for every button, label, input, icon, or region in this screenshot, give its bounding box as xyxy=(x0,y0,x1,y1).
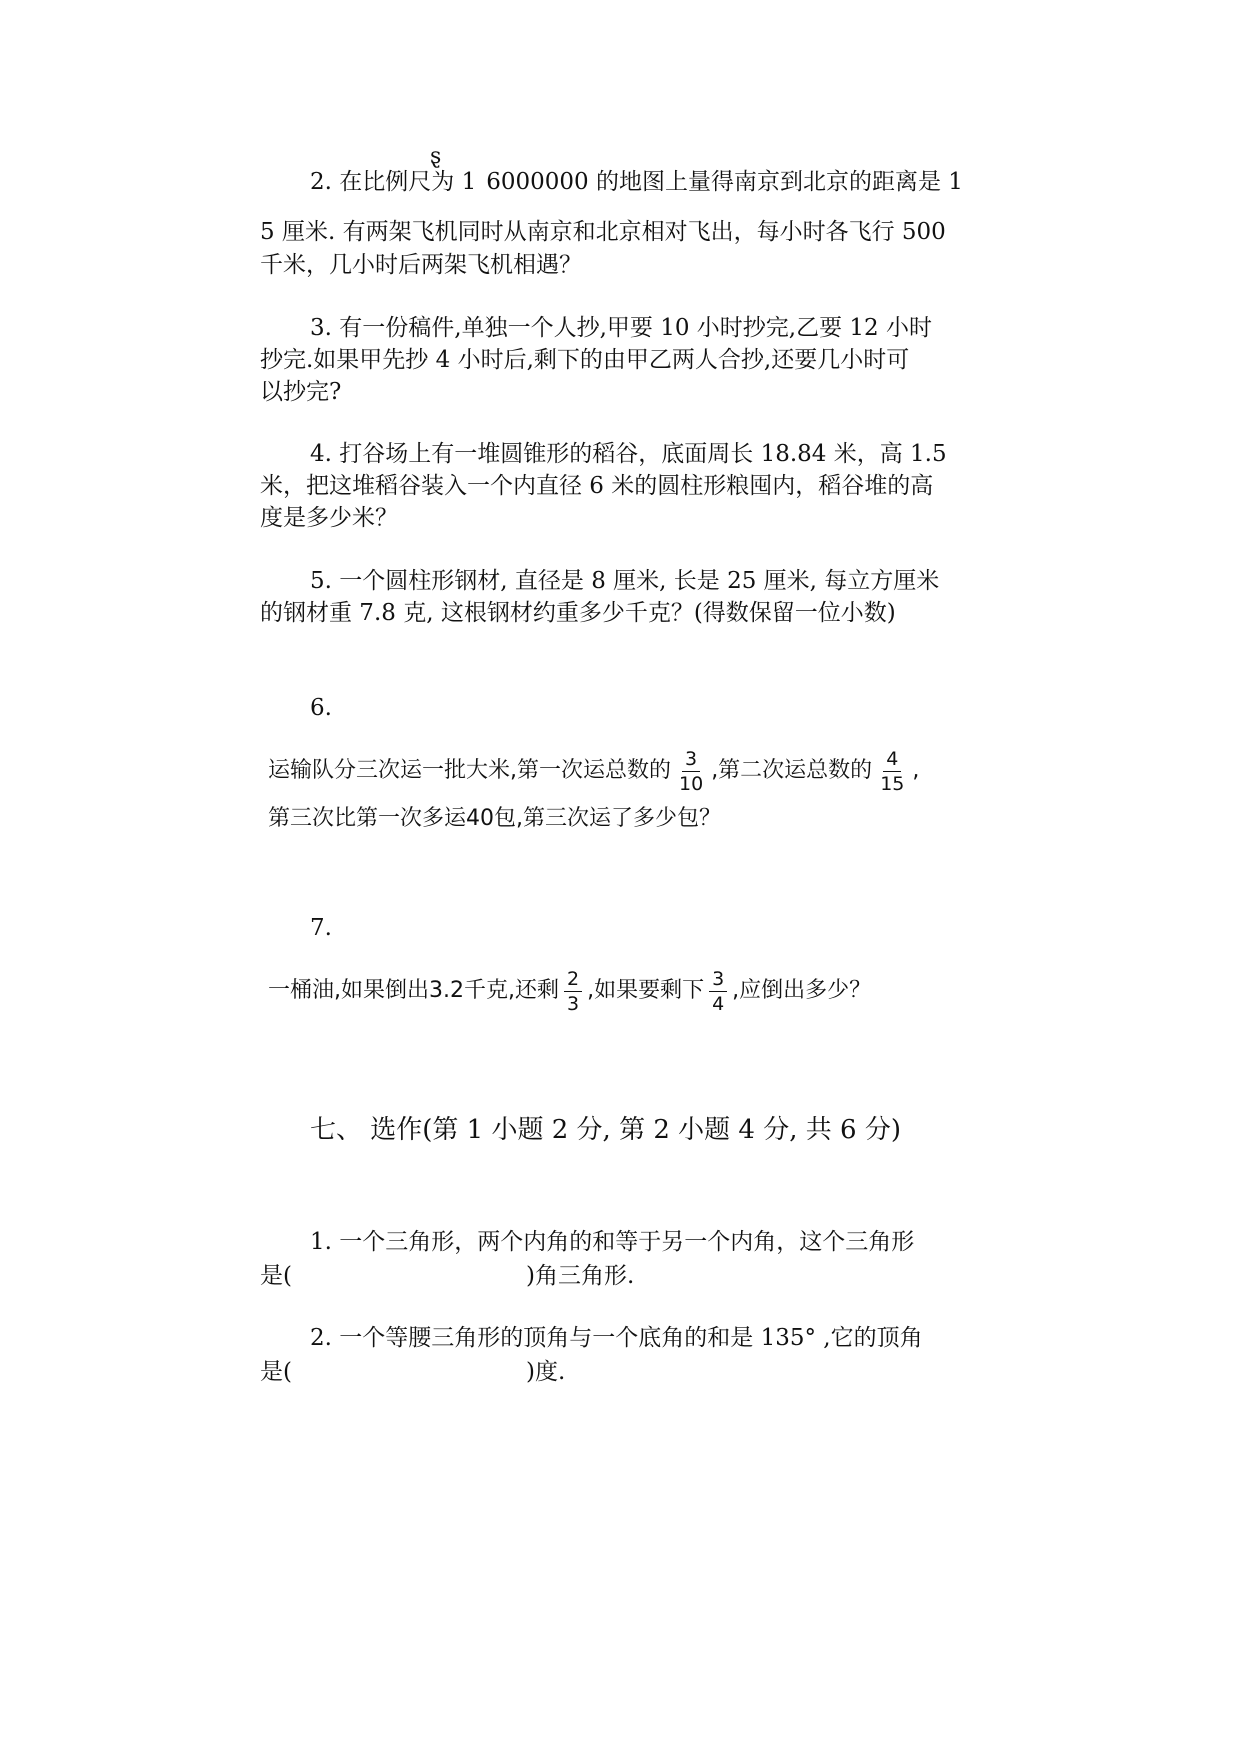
section-item-2-line-1: 2. 一个等腰三角形的顶角与一个底角的和是 135° ,它的顶角 xyxy=(310,1325,923,1351)
problem-4-line-3: 度是多少米？ xyxy=(260,505,398,531)
problem-3-line-2: 抄完.如果甲先抄 4 小时后,剩下的由甲乙两人合抄,还要几小时可 xyxy=(260,347,910,373)
fraction-2-3: $\frac{2}{3}$ xyxy=(564,968,582,1015)
problem-6-number: 6. xyxy=(310,695,332,721)
fraction-4-15: $\frac{4}{15}$ xyxy=(880,747,905,795)
problem-7-number: 7. xyxy=(310,915,332,941)
fraction-3-4: $\frac{3}{4}$ xyxy=(709,968,727,1015)
problem-2-line-1: 2. 在比例尺为 1 6000000 的地图上量得南京到北京的距离是 1 xyxy=(310,169,963,195)
problem-3-line-1: 3. 有一份稿件,单独一个人抄,甲要 10 小时抄完,乙要 12 小时 xyxy=(310,315,932,341)
problem-4-line-1: 4. 打谷场上有一堆圆锥形的稻谷，底面周长 18.84 米，高 1.5 xyxy=(310,441,947,467)
problem-7-line-1: 一桶油,如果倒出3.2千克,还剩 $\frac{2}{3}$ ,如果要剩下 $\frac{3}{4}$ ,应倒出多少？ xyxy=(268,967,872,1015)
section-heading: 七、 选作(第 1 小题 2 分, 第 2 小题 4 分, 共 6 分) xyxy=(310,1115,901,1145)
problem-2-line-3: 千米，几小时后两架飞机相遇？ xyxy=(260,252,582,278)
problem-5-line-2: 的钢材重 7.8 克, 这根钢材约重多少千克？(得数保留一位小数) xyxy=(260,600,896,626)
problem-2-line-2: 5 厘米. 有两架飞机同时从南京和北京相对飞出，每小时各飞行 500 xyxy=(260,219,946,245)
section-item-1-line-2: 是( )角三角形. xyxy=(260,1263,635,1289)
fraction-3-10: $\frac{3}{10}$ xyxy=(679,747,704,795)
problem-3-line-3: 以抄完? xyxy=(260,379,342,405)
problem-4-line-2: 米，把这堆稻谷装入一个内直径 6 米的圆柱形粮囤内，稻谷堆的高 xyxy=(260,473,934,499)
problem-6-line-2: 第三次比第一次多运40包,第三次运了多少包？ xyxy=(268,806,721,831)
stray-mark: ȿ xyxy=(430,144,442,169)
section-item-1-line-1: 1. 一个三角形，两个内角的和等于另一个内角，这个三角形 xyxy=(310,1229,915,1255)
section-item-2-line-2: 是( )度. xyxy=(260,1359,566,1385)
problem-6-line-1: 运输队分三次运一批大米,第一次运总数的 $\frac{3}{10}$ ,第二次运总数的 $\frac{4}{15}$ , xyxy=(268,747,920,795)
problem-5-line-1: 5. 一个圆柱形钢材, 直径是 8 厘米, 长是 25 厘米, 每立方厘米 xyxy=(310,568,940,594)
